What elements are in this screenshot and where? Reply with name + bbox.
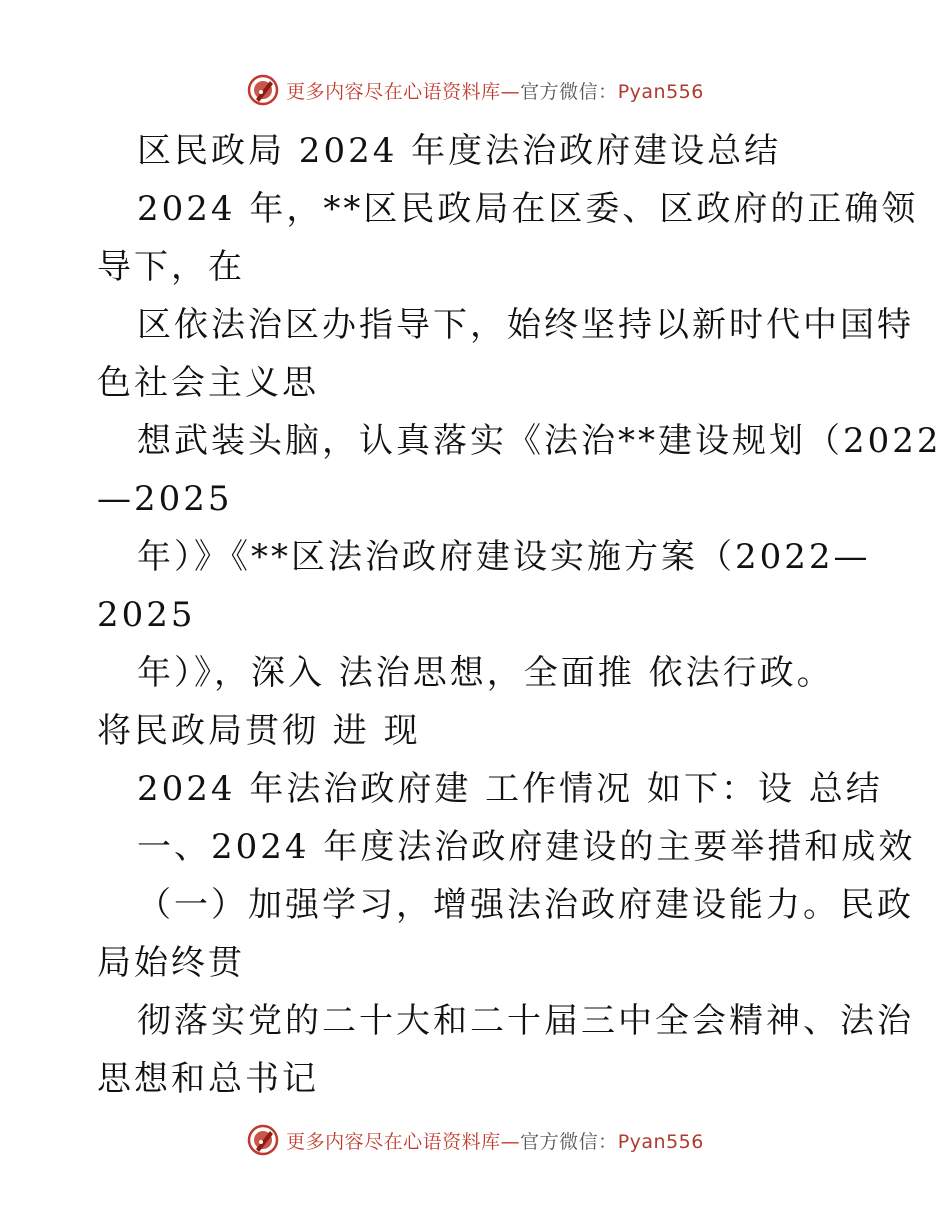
paragraph-line: 导下，在 [97, 247, 245, 287]
paragraph-line: 将民政局贯彻 进 现 [97, 711, 421, 751]
paragraph-line: 局始终贯 [97, 943, 245, 983]
paragraph-line: 区依法治区办指导下，始终坚持以新时代中国特 [137, 305, 914, 345]
paragraph-line: 2024 年，**区民政局在区委、区政府的正确领 [137, 189, 919, 229]
pen-seal-icon [246, 73, 280, 107]
watermark-footer [0, 1120, 950, 1160]
paragraph-line: （一）加强学习，增强法治政府建设能力。民政 [137, 885, 914, 925]
paragraph-line: 区民政局 2024 年度法治政府建设总结 [137, 131, 782, 171]
paragraph-line: 年）》，深入 法治思想，全面推 依法行政。 [137, 653, 834, 693]
watermark-text: 更多内容尽在心语资料库—官方微信：Pyan556 [286, 80, 704, 103]
paragraph-line: 思想和总书记 [97, 1059, 319, 1099]
pen-seal-icon [246, 1123, 280, 1157]
paragraph-line: —2025 [97, 479, 233, 519]
paragraph-line: 一、2024 年度法治政府建设的主要举措和成效 [137, 827, 916, 867]
paragraph-line: 彻落实党的二十大和二十届三中全会精神、法治 [137, 1001, 914, 1041]
watermark-text: 更多内容尽在心语资料库—官方微信：Pyan556 [286, 1130, 704, 1153]
paragraph-line: 色社会主义思 [97, 363, 319, 403]
paragraph-line: 想武装头脑，认真落实《法治**建设规划（2022 [137, 421, 942, 461]
paragraph-line: 2024 年法治政府建 工作情况 如下：设 总结 [137, 769, 883, 809]
paragraph-line: 2025 [97, 595, 196, 635]
paragraph-line: 年）》《**区法治政府建设实施方案（2022— [137, 537, 871, 577]
watermark-header [0, 70, 950, 110]
document-body [97, 122, 942, 1108]
